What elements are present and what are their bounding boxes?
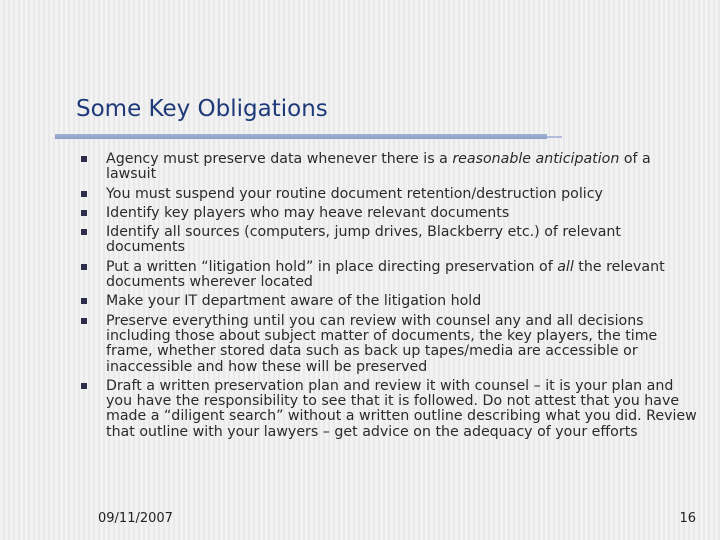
square-bullet-icon [81,210,87,216]
square-bullet-icon [81,318,87,324]
list-item: Draft a written preservation plan and review it with counsel – it is your plan and you have the responsibility to see that it is followed. Do not attest that you have made a “diligent search” without a written outline describing what you did. Review that outline with your lawyers – get advice on the adequacy of your efforts [80,379,700,440]
title-underline-tail [547,136,562,138]
title-underline [55,134,547,139]
list-item: Preserve everything until you can review with counsel any and all decisions including those about subject matter of documents, the key players, the time frame, whether stored data such as back up tapes/media are accessible or inaccessible and how these will be preserved [80,314,700,375]
slide-title: Some Key Obligations [76,96,328,122]
list-item: Identify all sources (computers, jump drives, Blackberry etc.) of relevant documents [80,225,700,256]
square-bullet-icon [81,264,87,270]
list-item: Put a written “litigation hold” in place directing preservation of all the relevant documents wherever located [80,260,700,291]
list-item: Make your IT department aware of the litigation hold [80,294,700,309]
square-bullet-icon [81,383,87,389]
square-bullet-icon [81,229,87,235]
bullet-list [80,152,700,444]
square-bullet-icon [81,191,87,197]
page-number: 16 [679,511,696,526]
list-item: You must suspend your routine document retention/destruction policy [80,187,700,202]
footer-date: 09/11/2007 [98,511,173,526]
list-item: Identify key players who may heave relevant documents [80,206,700,221]
square-bullet-icon [81,298,87,304]
square-bullet-icon [81,156,87,162]
list-item: Agency must preserve data whenever there is a reasonable anticipation of a lawsuit [80,152,700,183]
